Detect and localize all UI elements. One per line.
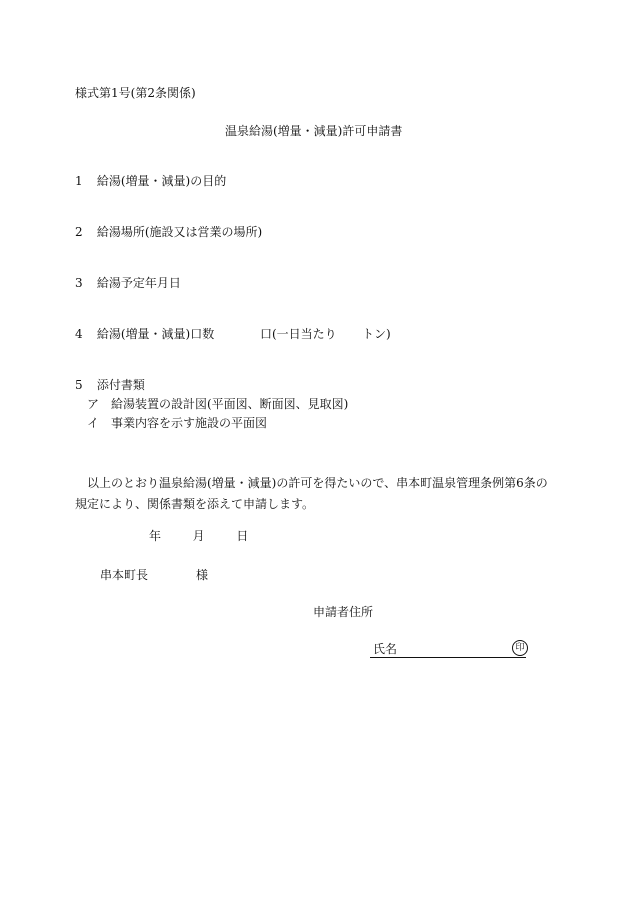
applicant-address-label: 申請者住所 bbox=[313, 605, 374, 619]
statement-paragraph: 以上のとおり温泉給湯(増量・減量)の許可を得たいので、串本町温泉管理条例第6条の規定により、関係書類を添えて申請します。 bbox=[75, 476, 548, 511]
item-label: 給湯予定年月日 bbox=[96, 276, 181, 290]
date-month: 月 bbox=[192, 529, 205, 543]
seal-icon: 印 bbox=[512, 640, 528, 656]
page-title: 温泉給湯(増量・減量)許可申請書 bbox=[225, 124, 403, 138]
item-4 bbox=[75, 327, 214, 343]
signature-line bbox=[370, 657, 526, 658]
applicant-name-label: 氏名 bbox=[373, 642, 398, 656]
item-number: 2 bbox=[75, 225, 83, 239]
tonnage-unit: トン) bbox=[362, 327, 391, 341]
item-3 bbox=[75, 276, 181, 292]
date-day: 日 bbox=[236, 529, 249, 543]
date-line bbox=[149, 529, 248, 545]
item-number: 3 bbox=[75, 276, 83, 290]
item-2 bbox=[75, 225, 262, 241]
item-label: 給湯(増量・減量)の目的 bbox=[96, 174, 227, 188]
item-number: 1 bbox=[75, 174, 83, 188]
attachment-b: イ 事業内容を示す施設の平面図 bbox=[87, 416, 268, 430]
item-number: 4 bbox=[75, 327, 83, 341]
attachment-a: ア 給湯装置の設計図(平面図、断面図、見取図) bbox=[87, 397, 349, 411]
item-1 bbox=[75, 174, 226, 190]
date-year: 年 bbox=[149, 529, 162, 543]
item-5 bbox=[75, 378, 145, 394]
item-label: 給湯場所(施設又は営業の場所) bbox=[96, 225, 263, 239]
item-label: 給湯(増量・減量)口数 bbox=[96, 327, 215, 341]
item-label: 添付書類 bbox=[96, 378, 145, 392]
addressee-name: 串本町長 bbox=[100, 568, 149, 582]
item-number: 5 bbox=[75, 378, 83, 392]
addressee-honorific: 様 bbox=[196, 568, 209, 582]
form-id: 様式第1号(第2条関係) bbox=[75, 86, 196, 100]
outlet-unit: 口(一日当たり bbox=[260, 327, 337, 341]
